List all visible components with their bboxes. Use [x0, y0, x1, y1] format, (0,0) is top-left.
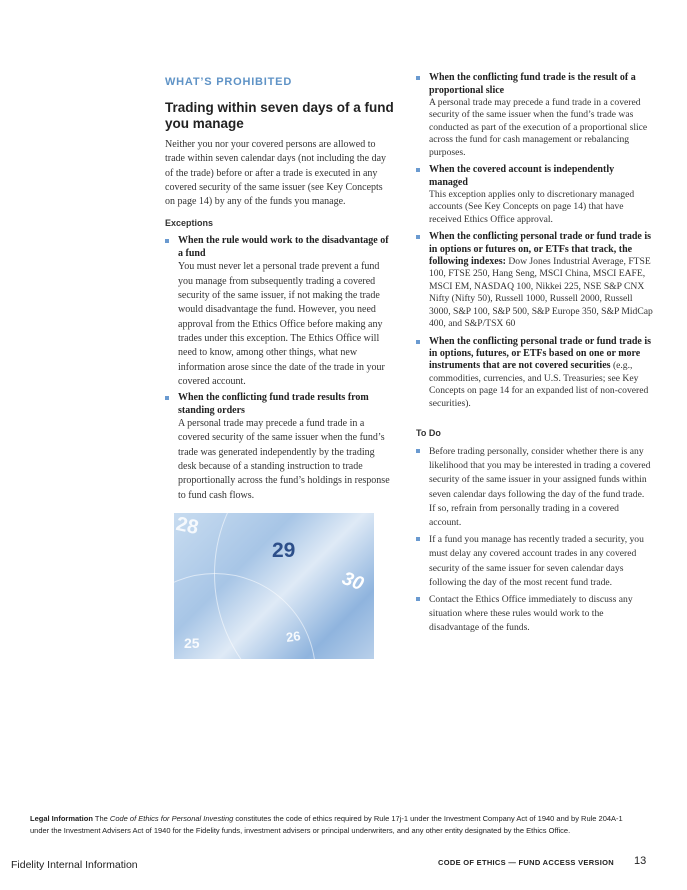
list-item [416, 72, 653, 159]
intro-paragraph: Neither you nor your covered persons are allowed to trade within seven calendar days (not including the day of the trade) before or after a trade is executed in any covered security of the same issuer (see Key Concepts on page 14) by any of the funds you manage. [165, 139, 387, 208]
exceptions-heading: Exceptions [165, 218, 214, 229]
bullet-icon [416, 449, 420, 453]
bullet-icon [416, 168, 420, 172]
exceptions-list-right [416, 72, 653, 410]
page-number: 13 [634, 855, 647, 867]
exception-text: Dow Jones Industrial Average, FTSE 100, FTSE 250, Hang Seng, MSCI China, MSCI EAFE, MSCI EM, NASDAQ 100, Nikkei 225, NSE S&P CNX Nifty (Nifty 50), Russell 1000, Russell 2000, Russell 3000, S&P 100, S&P 500, S&P Europe 350, S&P MidCap 400, and S&P/TSX 60 [429, 256, 653, 330]
list-item [416, 593, 653, 636]
calendar-number: 30 [339, 568, 367, 596]
list-item [416, 164, 653, 226]
bullet-icon [416, 597, 420, 601]
legal-information [30, 813, 630, 836]
bullet-icon [416, 235, 420, 239]
left-column [165, 76, 395, 506]
calendar-number: 26 [285, 628, 302, 645]
exception-block [429, 336, 653, 410]
exception-block [429, 231, 653, 330]
exception-title: When the conflicting personal trade or fund trade is in options, futures, or ETFs based on one or more instruments that are not covered securities [429, 335, 652, 372]
list-item [416, 533, 653, 590]
exception-text: A personal trade may precede a fund trade in a covered security of the same issuer when the fund’s trade was conducted as part of the execution of a proportional slice across the fund for cash management or rebalancing purposes. [429, 97, 648, 158]
page-title: Trading within seven days of a fund you manage [165, 100, 394, 131]
bullet-icon [416, 76, 420, 80]
list-item [416, 231, 653, 330]
legal-prefix: The [94, 814, 108, 823]
calendar-photo [174, 513, 374, 659]
exception-title: When the conflicting fund trade is the result of a proportional slice [429, 72, 636, 96]
todo-text: If a fund you manage has recently traded a security, you must delay any covered account trades in any covered security of the same issuer for seven calendar days following the day of the most recent fund trade. [429, 534, 644, 588]
exception-text: (e.g., commodities, currencies, and U.S. Treasuries; see Key Concepts on page 14 for an expanded list of non-covered securities). [429, 360, 649, 409]
todo-heading: To Do [416, 427, 441, 438]
right-column [416, 72, 653, 639]
calendar-number: 25 [184, 635, 200, 651]
exception-text: A personal trade may precede a fund trade in a covered security of the same issuer when the fund’s trade was generated independently by the trading desk because of a standing instruction to trade proportionally across the fund’s holdings in response to fund cash flows. [178, 418, 390, 501]
bullet-icon [416, 537, 420, 541]
list-item [416, 336, 653, 410]
footer-document-title: CODE OF ETHICS — FUND ACCESS VERSION [438, 858, 614, 867]
exceptions-list-left [165, 235, 395, 502]
todo-text: Contact the Ethics Office immediately to discuss any situation where these rules would work to the disadvantage of the funds. [429, 593, 633, 634]
calendar-number: 29 [272, 539, 296, 562]
exception-title: When the conflicting fund trade results from standing orders [178, 392, 369, 416]
legal-code-name: Code of Ethics for Personal Investing [109, 814, 234, 823]
bullet-icon [165, 239, 169, 243]
exception-text: This exception applies only to discretionary managed accounts (See Key Concepts on page 14) that have received Ethics Office approval. [429, 189, 635, 225]
legal-text: constitutes the code of ethics required by Rule 17j-1 under the Investment Company Act of 1940 and by Rule 204A-1 under the Investment Advisers Act of 1940 for the Fidelity funds, investment advisers or principal underwriters, and any other entity designated by the Ethics Office. [30, 814, 623, 835]
legal-label: Legal Information [30, 814, 93, 823]
bullet-icon [165, 396, 169, 400]
section-heading: WHAT’S PROHIBITED [165, 76, 293, 88]
exception-title: When the rule would work to the disadvantage of a fund [178, 235, 389, 259]
exception-title: When the conflicting personal trade or fund trade is in options or futures on, or ETFs that track, the following indexes: [429, 231, 652, 268]
bullet-icon [416, 340, 420, 344]
list-item [165, 392, 395, 503]
list-item [416, 445, 653, 530]
calendar-number: 28 [174, 513, 201, 540]
todo-list [416, 445, 653, 636]
footer-classification: Fidelity Internal Information [11, 859, 138, 871]
exception-title: When the covered account is independently managed [429, 164, 615, 188]
list-item [165, 235, 395, 389]
exception-text: You must never let a personal trade prevent a fund you manage from subsequently trading a covered security of the same issuer, if not making the trade would disadvantage the fund. However, you need approval from the Ethics Office before making any trades under this exception. The Ethics Office will need to know, among other things, what new information arose since the date of the trade in your covered account. [178, 261, 385, 387]
todo-text: Before trading personally, consider whether there is any likelihood that you may be interested in trading a covered security of the same issuer in your assigned funds within seven calendar days following the day of the fund trade. If so, refrain from personally trading in a covered account. [429, 445, 651, 528]
